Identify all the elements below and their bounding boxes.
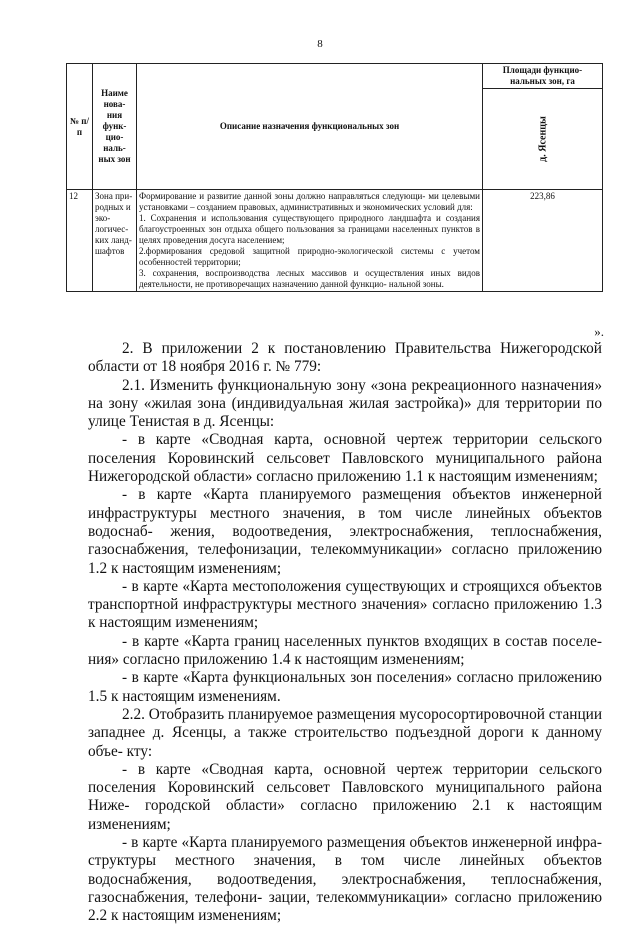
functional-zones-table bbox=[66, 63, 602, 292]
paragraph: - в карте «Сводная карта, основной чертеж территории сельского поселения Коровинский сельсовет Павловского муниципального района Нижегородской области» согласно приложению 1.1 к настоящим изменениям; bbox=[88, 431, 602, 486]
document-body bbox=[88, 340, 602, 926]
table-header-row bbox=[67, 64, 603, 89]
header-num: № п/п bbox=[67, 64, 93, 190]
header-area-group: Площади функцио- нальных зон, га bbox=[483, 64, 603, 89]
paragraph: 2.2. Отобразить планируемое размещения мусоросортировочной станции западнее д. Ясенцы, а также строительство подъездной дороги к данному объе- кту: bbox=[88, 705, 602, 760]
header-description: Описание назначения функциональных зон bbox=[137, 64, 483, 190]
paragraph: - в карте «Карта функциональных зон поселения» согласно приложению 1.5 к настоящим изменениям. bbox=[88, 669, 602, 705]
table-row bbox=[67, 190, 603, 292]
description-line: Формирование и развитие данной зоны должно направляться следующи- ми целевыми установками – созданием правовых, административных и экономических условий для: bbox=[139, 191, 480, 212]
header-zone-name: Наиме нова- ния функ- цио- наль- ных зон bbox=[93, 64, 137, 190]
paragraph: 2. В приложении 2 к постановлению Правительства Нижегородской области от 18 ноября 2016 г. № 779: bbox=[88, 340, 602, 376]
paragraph: 2.1. Изменить функциональную зону «зона рекреационного назначения» на зону «жилая зона (индивидуальная жилая застройка)» для территории по улице Тенистая в д. Ясенцы: bbox=[88, 376, 602, 431]
header-area-column bbox=[483, 89, 603, 190]
paragraph: - в карте «Карта планируемого размещения объектов инженерной инфраструктуры местного значения, в том числе линейных объектов водоснаб- жения, водоотведения, электроснабжения, теплоснабжения, газоснабжения, телефонизации, телекоммуникации» согласно приложению 1.2 к настоящим изменениям; bbox=[88, 486, 602, 577]
header-area-column-label: д. Ясенцы bbox=[537, 116, 548, 162]
description-line: 2.формирования средовой защитной природно-экологической системы с учетом особенностей территории; bbox=[139, 246, 480, 267]
row-zone-name: Зона при- родных и эко- логичес- ких ланд- шафтов bbox=[93, 190, 137, 292]
page-number: 8 bbox=[317, 38, 323, 50]
paragraph: - в карте «Сводная карта, основной чертеж территории сельского поселения Коровинский сельсовет Павловского муниципального района Ниже- городской области» согласно приложению 2.1 к настоящим изменениям; bbox=[88, 760, 602, 833]
row-area: 223,86 bbox=[483, 190, 603, 292]
row-description bbox=[137, 190, 483, 292]
paragraph: - в карте «Карта границ населенных пунктов входящих в состав поселе- ния» согласно приложению 1.4 к настоящим изменениям; bbox=[88, 632, 602, 669]
closing-quote: ». bbox=[594, 324, 604, 339]
description-line: 1. Сохранения и использования существующего природного ландшафта и создания благоустроенных зон отдыха общего пользования за границами населенных пунктов в целях проведения досуга населением; bbox=[139, 213, 480, 245]
row-num: 12 bbox=[67, 190, 93, 292]
paragraph: - в карте «Карта планируемого размещения объектов инженерной инфра- структуры местного значения, в том числе линейных объектов водоснабжения, водоотведения, электроснабжения, теплоснабжения, газоснабжения, телефони- зации, телекоммуникации» согласно приложению 2.2 к настоящим изменениям; bbox=[88, 834, 602, 925]
description-line: 3. сохранения, воспроизводства лесных массивов и осуществления иных видов деятельности, не противоречащих назначению данной функцио- нальной зоны. bbox=[139, 268, 480, 289]
paragraph: - в карте «Карта местоположения существующих и строящихся объектов транспортной инфраструктуры местного значения» согласно приложению 1.3 к настоящим изменениям; bbox=[88, 577, 602, 632]
